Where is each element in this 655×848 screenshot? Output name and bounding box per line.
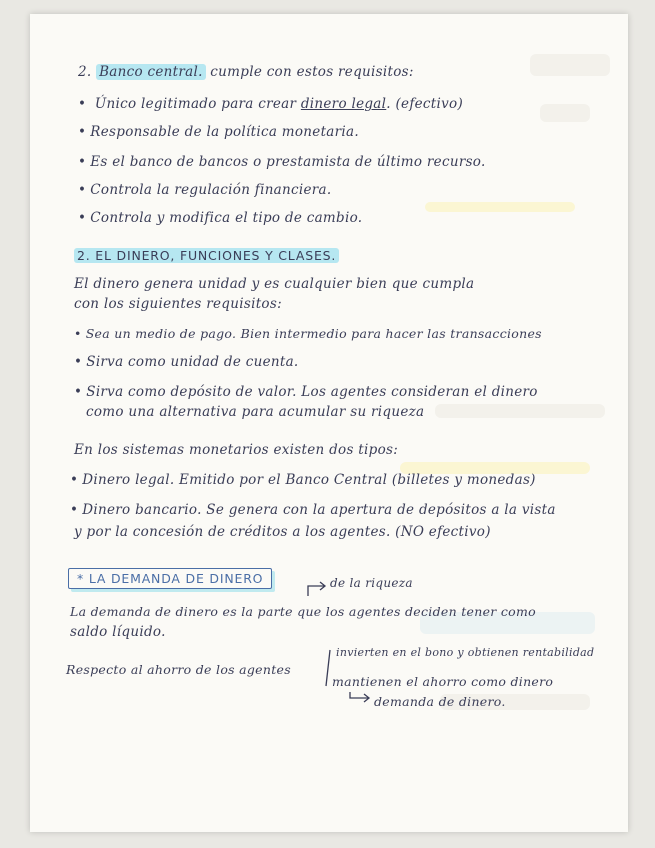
money-type-item-continued: y por la concesión de créditos a los agentes. (NO efectivo) bbox=[74, 524, 491, 540]
banco-central-item: • Único legitimado para crear dinero legal. (efectivo) bbox=[78, 96, 463, 112]
section-heading: 2. EL DINERO, FUNCIONES Y CLASES. bbox=[74, 248, 339, 263]
branch-mantienen: mantienen el ahorro como dinero bbox=[332, 674, 554, 689]
demanda-box-title: * LA DEMANDA DE DINERO bbox=[68, 568, 272, 589]
bleed-through-mark bbox=[540, 104, 590, 122]
requisito-item: • Sirva como unidad de cuenta. bbox=[74, 354, 299, 370]
definition-line: La demanda de dinero es la parte que los agentes deciden tener como bbox=[70, 604, 536, 619]
banco-central-item: • Controla y modifica el tipo de cambio. bbox=[78, 210, 362, 226]
money-type-item: • Dinero legal. Emitido por el Banco Central (billetes y monedas) bbox=[70, 472, 536, 488]
branch-invierten: invierten en el bono y obtienen rentabilidad bbox=[336, 646, 595, 659]
banco-central-item: • Es el banco de bancos o prestamista de último recurso. bbox=[78, 154, 486, 170]
banco-central-item: • Controla la regulación financiera. bbox=[78, 182, 332, 198]
definition-line: saldo líquido. bbox=[70, 624, 166, 640]
requisito-item: • Sirva como depósito de valor. Los agentes consideran el dinero bbox=[74, 384, 538, 400]
arrow-note: de la riqueza bbox=[330, 576, 413, 590]
respecto-line: Respecto al ahorro de los agentes bbox=[66, 662, 291, 677]
intro-line: El dinero genera unidad y es cualquier bien que cumpla bbox=[74, 276, 475, 292]
title-highlight: Banco central. bbox=[96, 64, 206, 80]
banco-central-item: • Responsable de la política monetaria. bbox=[78, 124, 359, 140]
systems-intro: En los sistemas monetarios existen dos tipos: bbox=[74, 442, 399, 458]
underlined-dinero-legal: dinero legal bbox=[300, 96, 387, 112]
banco-central-title bbox=[78, 64, 414, 80]
title-rest: cumple con estos requisitos: bbox=[210, 64, 414, 80]
branch-result: demanda de dinero. bbox=[374, 694, 506, 709]
notebook-page bbox=[30, 14, 628, 832]
requisito-item-continued: como una alternativa para acumular su riqueza bbox=[86, 404, 425, 420]
bleed-through-mark bbox=[530, 54, 610, 76]
intro-line: con los siguientes requisitos: bbox=[74, 296, 282, 312]
bleed-through-mark bbox=[435, 404, 605, 418]
arrow-icon bbox=[306, 580, 328, 598]
bleed-through-highlight bbox=[425, 202, 575, 212]
requisito-item: • Sea un medio de pago. Bien intermedio para hacer las transacciones bbox=[74, 326, 542, 341]
money-type-item: • Dinero bancario. Se genera con la apertura de depósitos a la vista bbox=[70, 502, 556, 518]
result-arrow-icon bbox=[348, 690, 372, 704]
title-number: 2. bbox=[78, 64, 92, 80]
